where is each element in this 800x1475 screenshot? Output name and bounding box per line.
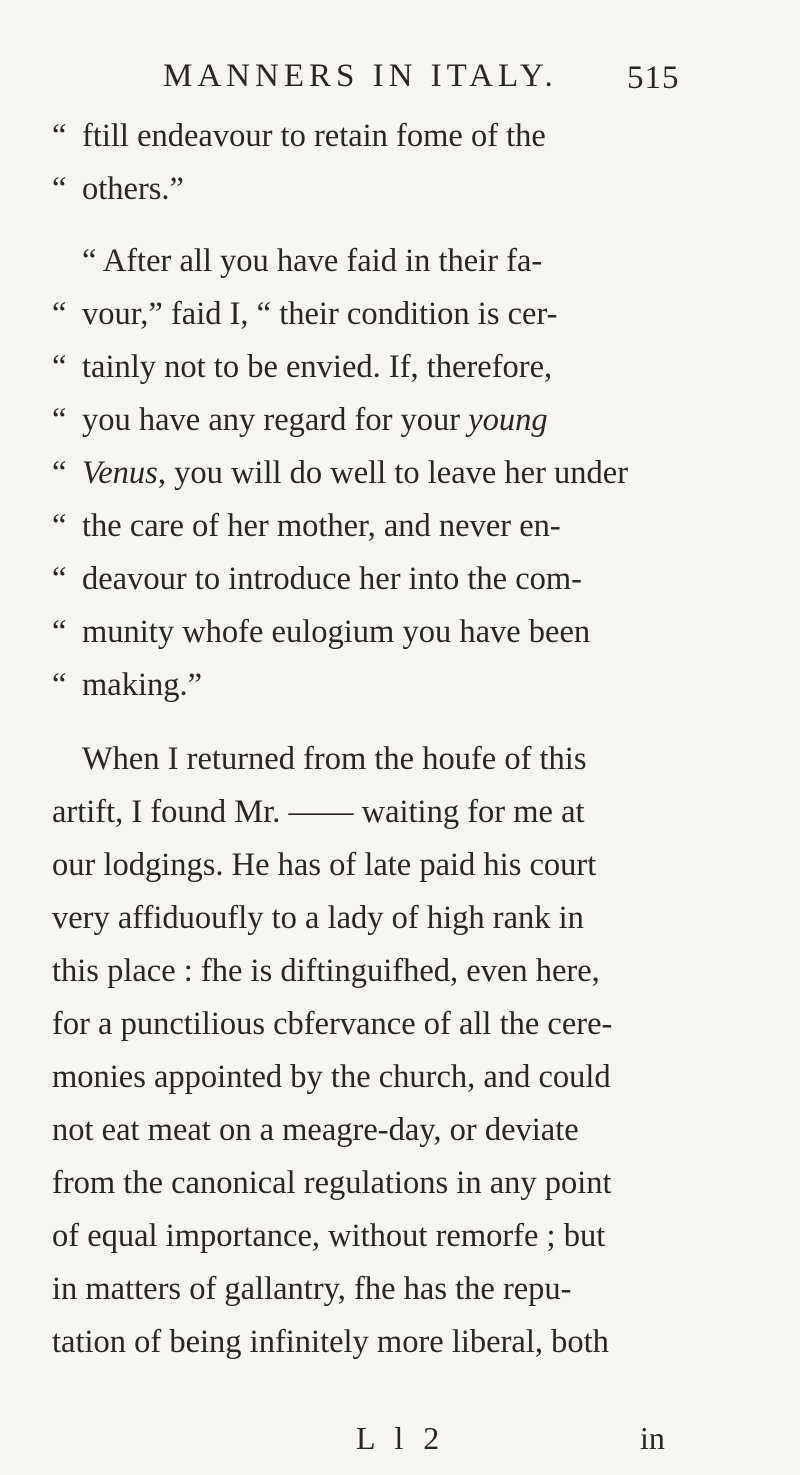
line-text: of equal importance, without remorfe ; but (52, 1218, 606, 1254)
line-text: our lodgings. He has of late paid his court (52, 847, 597, 883)
text-line (52, 743, 586, 776)
line-text: “ After all you have faid in their fa- (82, 243, 543, 279)
text-line (52, 669, 202, 702)
quote-mark: “ (52, 614, 67, 650)
line-text: making.” (82, 667, 203, 703)
text-line (52, 173, 184, 206)
line-text: tainly not to be envied. If, therefore, (82, 349, 553, 385)
line-text: tation of being infinitely more liberal, both (52, 1324, 609, 1360)
text-line (52, 1273, 572, 1306)
quote-mark: “ (52, 118, 67, 154)
quote-mark: “ (52, 349, 67, 385)
text-line (52, 955, 600, 988)
text-line (52, 1008, 612, 1041)
quote-mark: “ (52, 171, 67, 207)
line-text: When I returned from the houfe of this (82, 741, 587, 777)
text-line (52, 849, 596, 882)
quote-mark: “ (52, 402, 67, 438)
line-text: not eat meat on a meagre-day, or deviate (52, 1112, 579, 1148)
text-line (52, 1326, 609, 1359)
quote-mark: “ (52, 508, 67, 544)
quote-mark: “ (52, 667, 67, 703)
quote-mark: “ (52, 561, 67, 597)
text-line (52, 120, 546, 153)
line-text: you have any regard for your (82, 402, 469, 438)
line-text: ftill endeavour to retain fome of the (82, 118, 546, 154)
line-text: very affiduoufly to a lady of high rank in (52, 900, 584, 936)
line-text: others.” (82, 171, 184, 207)
catchword: in (640, 1420, 665, 1456)
line-text: , you will do well to leave her under (157, 455, 629, 491)
line-text: munity whofe eulogium you have been (82, 614, 591, 650)
text-line (52, 563, 582, 596)
line-text: from the canonical regulations in any point (52, 1165, 612, 1201)
page-number: 515 (627, 60, 680, 96)
italic-word: Venus (82, 455, 158, 491)
line-text: this place : fhe is diftinguifhed, even here, (52, 953, 600, 989)
text-line (52, 1167, 612, 1200)
text-line (52, 616, 590, 649)
running-title: MANNERS IN ITALY. (163, 58, 558, 94)
text-line (52, 351, 552, 384)
quote-mark: “ (52, 296, 67, 332)
quote-mark: “ (52, 455, 67, 491)
text-line (52, 796, 585, 829)
text-line (52, 1114, 579, 1147)
line-text: in matters of gallantry, fhe has the repu- (52, 1271, 572, 1307)
text-line (52, 1220, 605, 1253)
running-head (0, 58, 800, 108)
line-text: for a punctilious cbfervance of all the cere- (52, 1006, 613, 1042)
line-text: monies appointed by the church, and could (52, 1059, 611, 1095)
signature-mark: L l 2 (356, 1420, 446, 1456)
line-text: the care of her mother, and never en- (82, 508, 561, 544)
text-line (52, 902, 584, 935)
page-footer (0, 1420, 800, 1464)
line-text: vour,” faid I, “ their condition is cer- (82, 296, 558, 332)
italic-word: young (468, 402, 548, 438)
line-text: deavour to introduce her into the com- (82, 561, 582, 597)
line-text: artift, I found Mr. —— waiting for me at (52, 794, 585, 830)
text-line (52, 245, 542, 278)
text-line (52, 1061, 611, 1094)
text-line (52, 457, 628, 490)
text-line (52, 404, 548, 437)
text-line (52, 510, 561, 543)
text-line (52, 298, 557, 331)
